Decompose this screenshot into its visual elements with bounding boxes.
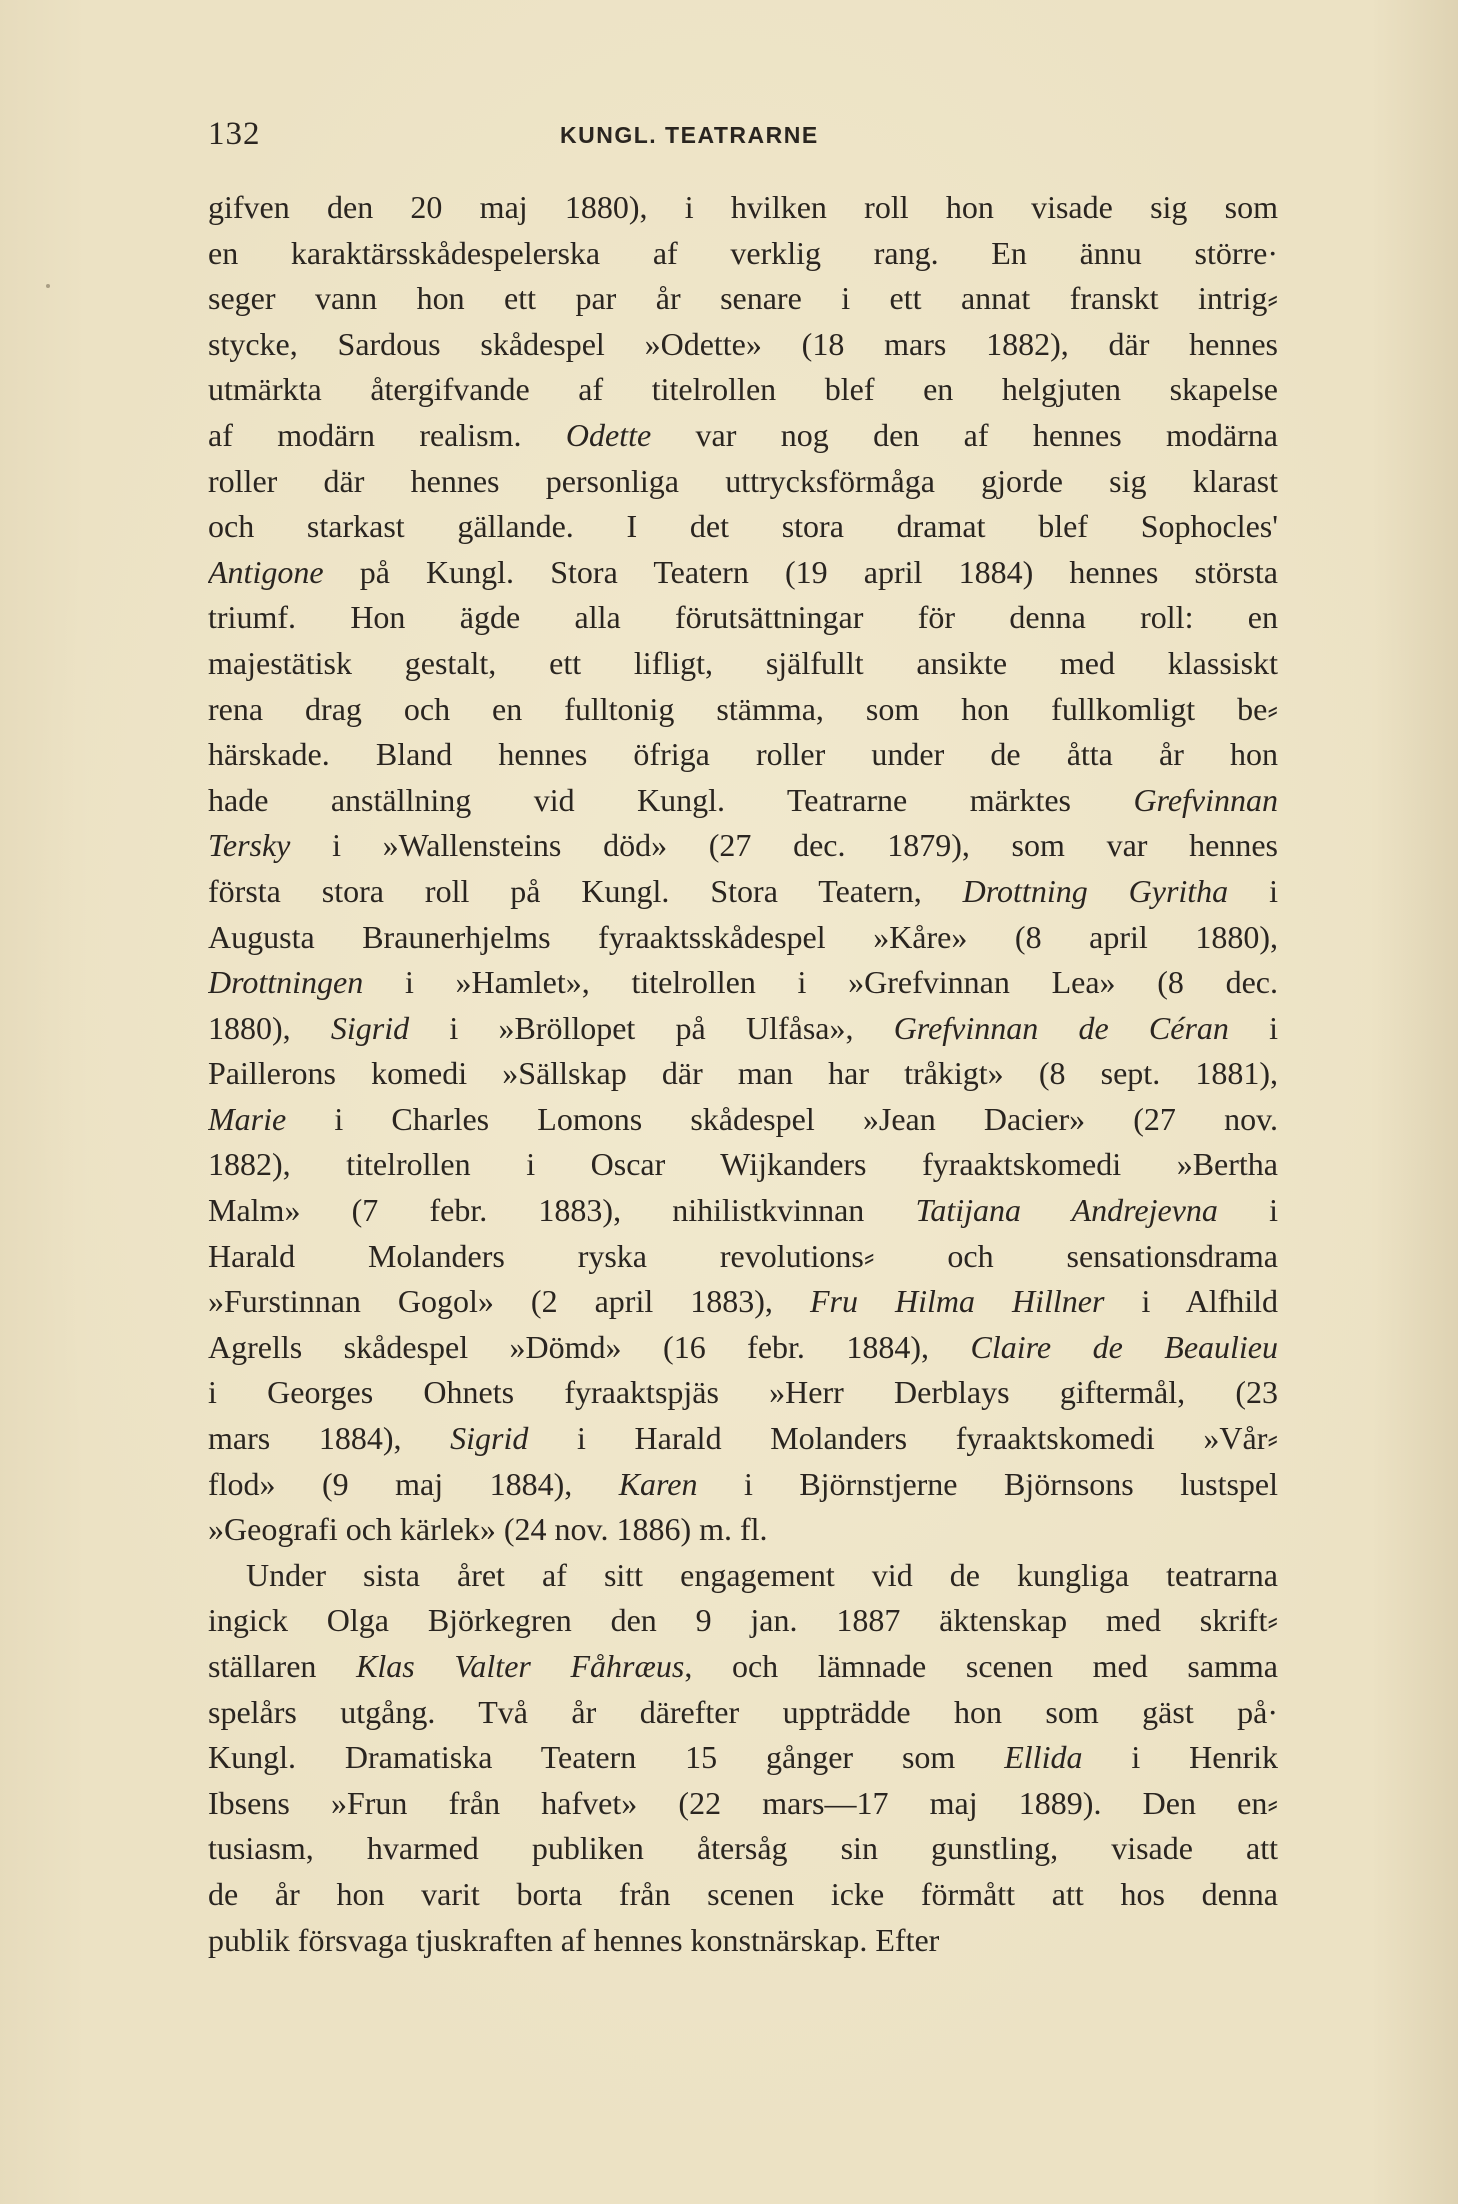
text-line: [208, 595, 1278, 641]
text-segment: Harald Molanders ryska revolutions⸗ och sensationsdrama: [208, 1237, 1278, 1274]
text-segment: var nog den af hennes modärna: [651, 416, 1278, 453]
italic-segment: Ellida: [1004, 1739, 1083, 1776]
text-segment: ingick Olga Björkegren den 9 jan. 1887 äktenskap med skrift⸗: [208, 1602, 1278, 1639]
text-segment: ställaren: [208, 1648, 357, 1684]
text-line: [208, 1826, 1278, 1872]
text-segment: en karaktärsskådespelerska af verklig rang. En ännu större·: [208, 234, 1278, 271]
text-segment: i Georges Ohnets fyraaktspjäs »Herr Derblays giftermål, (23: [208, 1374, 1278, 1411]
italic-segment: Fru Hilma Hillner: [809, 1283, 1105, 1320]
italic-segment: Karen: [618, 1465, 698, 1502]
text-segment: i Björnstjerne Björnsons lustspel: [697, 1465, 1278, 1502]
italic-segment: Antigone: [208, 553, 324, 590]
text-line: [208, 1462, 1278, 1508]
text-segment: härskade. Bland hennes öfriga roller under de åtta år hon: [208, 736, 1278, 773]
text-segment: af modärn realism.: [208, 416, 566, 453]
text-segment: de år hon varit borta från scenen icke förmått att hos denna: [208, 1875, 1278, 1912]
text-segment: , och lämnade scenen med samma: [684, 1648, 1278, 1684]
text-line: [208, 1370, 1278, 1416]
text-segment: i: [1228, 1009, 1278, 1046]
text-segment: Paillerons komedi »Sällskap där man har tråkigt» (8 sept. 1881),: [208, 1055, 1278, 1092]
text-segment: rena drag och en fulltonig stämma, som hon fullkomligt be⸗: [208, 690, 1278, 727]
text-line: [208, 322, 1278, 368]
text-segment: seger vann hon ett par år senare i ett annat franskt intrig⸗: [208, 280, 1278, 317]
text-line: [208, 1690, 1278, 1736]
italic-segment: Marie: [208, 1100, 287, 1137]
text-segment: i Charles Lomons skådespel »Jean Dacier» (27 nov.: [286, 1100, 1278, 1137]
text-segment: majestätisk gestalt, ett lifligt, själfullt ansikte med klassiskt: [208, 644, 1278, 681]
text-line: [208, 778, 1278, 824]
text-segment: Agrells skådespel »Dömd» (16 febr. 1884),: [208, 1328, 971, 1365]
italic-segment: Sigrid: [450, 1420, 529, 1457]
text-segment: tusiasm, hvarmed publiken återsåg sin gunstling, visade att: [208, 1830, 1278, 1867]
italic-segment: Claire de Beaulieu: [970, 1328, 1278, 1365]
text-line: [208, 1097, 1278, 1143]
page-header: [208, 116, 1278, 162]
text-line: [208, 1188, 1278, 1234]
text-line: [208, 413, 1278, 459]
text-line: [208, 869, 1278, 915]
paper-speck: [46, 284, 50, 288]
text-segment: spelårs utgång. Två år därefter uppträdde hon som gäst på·: [208, 1693, 1278, 1730]
text-line: [208, 1325, 1278, 1371]
text-line: [208, 960, 1278, 1006]
text-line: [208, 1006, 1278, 1052]
text-segment: 1882), titelrollen i Oscar Wijkanders fyraaktskomedi »Bertha: [208, 1146, 1278, 1183]
text-line: [208, 1781, 1278, 1827]
text-line: [208, 1598, 1278, 1644]
italic-segment: Drottningen: [208, 964, 364, 1001]
text-line: [208, 1234, 1278, 1280]
text-line: [208, 1416, 1278, 1462]
text-line: [208, 1553, 1278, 1599]
text-line: [208, 1507, 1278, 1553]
text-line: [208, 641, 1278, 687]
text-segment: i: [1228, 872, 1278, 909]
italic-segment: Odette: [565, 416, 652, 453]
text-segment: i Harald Molanders fyraaktskomedi »Vår⸗: [528, 1420, 1278, 1457]
text-line: [208, 732, 1278, 778]
text-segment: i »Hamlet», titelrollen i »Grefvinnan Lea» (8 dec.: [363, 964, 1278, 1001]
italic-segment: Tatijana Andrejevna: [915, 1192, 1218, 1229]
text-line: [208, 367, 1278, 413]
text-segment: första stora roll på Kungl. Stora Teatern,: [208, 872, 963, 909]
text-line: [208, 1644, 1278, 1690]
text-line: [208, 231, 1278, 277]
text-line: [208, 1142, 1278, 1188]
text-line: [208, 1735, 1278, 1781]
text-line: [208, 823, 1278, 869]
text-segment: i: [1217, 1192, 1278, 1229]
text-segment: »Furstinnan Gogol» (2 april 1883),: [208, 1283, 810, 1320]
text-segment: hade anställning vid Kungl. Teatrarne märktes: [208, 781, 1134, 818]
text-line: [208, 1872, 1278, 1918]
italic-segment: Klas Valter Fåhræus: [356, 1648, 685, 1684]
text-segment: i »Wallensteins död» (27 dec. 1879), som var hennes: [290, 827, 1278, 864]
page-number: 132: [208, 116, 261, 152]
text-segment: publik försvaga tjuskraften af hennes konstnärskap. Efter: [208, 1921, 940, 1958]
text-segment: Under sista året af sitt engagement vid de kungliga teatrarna: [246, 1556, 1278, 1593]
italic-segment: Grefvinnan: [1133, 781, 1278, 818]
text-segment: utmärkta återgifvande af titelrollen blef en helgjuten skapelse: [208, 371, 1278, 408]
text-segment: i Henrik: [1082, 1739, 1278, 1776]
text-line: [208, 276, 1278, 322]
text-segment: gifven den 20 maj 1880), i hvilken roll hon visade sig som: [208, 189, 1278, 225]
text-segment: triumf. Hon ägde alla förutsättningar för denna roll: en: [208, 599, 1278, 636]
italic-segment: Sigrid: [330, 1009, 410, 1046]
italic-segment: Tersky: [208, 827, 291, 864]
text-segment: Kungl. Dramatiska Teatern 15 gånger som: [208, 1739, 1005, 1776]
text-line: [208, 1918, 1278, 1964]
text-segment: flod» (9 maj 1884),: [208, 1465, 619, 1502]
text-segment: 1880),: [208, 1009, 331, 1046]
text-segment: på Kungl. Stora Teatern (19 april 1884) hennes största: [323, 553, 1278, 590]
text-segment: mars 1884),: [208, 1420, 451, 1457]
text-line: [208, 185, 1278, 231]
text-segment: och starkast gällande. I det stora dramat blef Sophocles': [208, 508, 1278, 545]
italic-segment: Grefvinnan de Céran: [893, 1009, 1229, 1046]
running-head: KUNGL. TEATRARNE: [560, 122, 819, 148]
text-segment: i »Bröllopet på Ulfåsa»,: [409, 1009, 894, 1046]
text-segment: Ibsens »Frun från hafvet» (22 mars—17 maj 1889). Den en⸗: [208, 1784, 1278, 1821]
text-line: [208, 1051, 1278, 1097]
italic-segment: Drottning Gyritha: [962, 872, 1229, 909]
text-segment: »Geografi och kärlek» (24 nov. 1886) m. fl.: [208, 1511, 768, 1548]
body-text: [208, 185, 1278, 1963]
text-segment: stycke, Sardous skådespel »Odette» (18 mars 1882), där hennes: [208, 325, 1278, 362]
text-segment: i Alfhild: [1104, 1283, 1278, 1320]
text-segment: Malm» (7 febr. 1883), nihilistkvinnan: [208, 1192, 916, 1229]
text-line: [208, 1279, 1278, 1325]
text-line: [208, 550, 1278, 596]
text-line: [208, 504, 1278, 550]
text-segment: roller där hennes personliga uttrycksförmåga gjorde sig klarast: [208, 462, 1278, 499]
text-line: [208, 459, 1278, 505]
text-line: [208, 915, 1278, 961]
text-line: [208, 687, 1278, 733]
text-segment: Augusta Braunerhjelms fyraaktsskådespel »Kåre» (8 april 1880),: [208, 918, 1278, 955]
